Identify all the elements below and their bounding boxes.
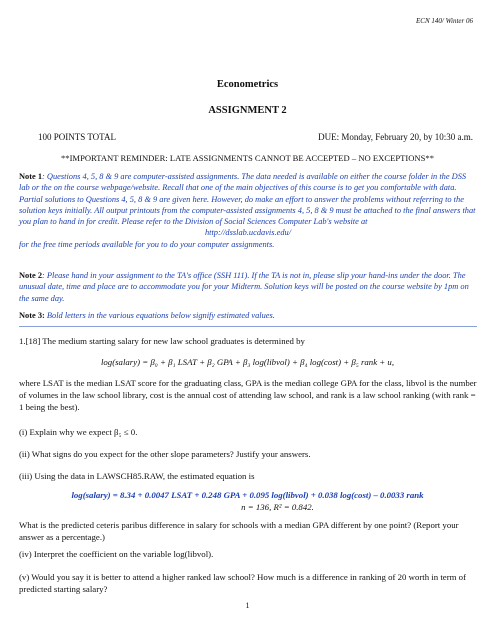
due-date: DUE: Monday, February 20, by 10:30 a.m.	[318, 132, 473, 142]
question-1-where: where LSAT is the median LSAT score for the graduating class, GPA is the median college GPA for the class, libvol is the number of volumes in the law school library, cost is the annual cost of attending law school, and rank is a law school ranking (with rank = 1 being the best).	[19, 378, 477, 412]
document-subtitle: ASSIGNMENT 2	[208, 105, 287, 116]
question-1-prediction: What is the predicted ceteris paribus difference in salary for schools with a median GPA different by one point? (Report your answer as a percentage.)	[19, 520, 459, 542]
divider	[19, 326, 477, 327]
question-1-intro: 1.[18] The medium starting salary for new law school graduates is determined by	[19, 336, 305, 346]
note-1-tail: for the free time periods available for you to do your computer assignments.	[19, 239, 275, 249]
note-2-text: : Please hand in your assignment to the TA's office (SSH 111). If the TA is not in, please slip your hand-ins under the door. The unusual date, time and place are to accommodate you for your Midterm. Solution keys will be posted on the course website by 1pm on the same day.	[19, 271, 469, 303]
note-1-label: Note 1	[19, 172, 43, 181]
estimated-lhs: log(salary)	[71, 490, 111, 500]
note-3-text: Bold letters in the various equations below signify estimated values.	[44, 311, 275, 320]
question-1-part-iii: (iii) Using the data in LAWSCH85.RAW, the estimated equation is	[19, 471, 255, 481]
question-1-part-v: (v) Would you say it is better to attend a higher ranked law school? How much is a difference in ranking of 20 worth in term of predicted starting salary?	[19, 572, 466, 594]
estimated-rhs: = 8.34 + 0.0047 LSAT + 0.248 GPA + 0.095 log(libvol) + 0.038 log(cost) – 0.0033 rank	[110, 490, 424, 500]
page-number: 1	[245, 601, 250, 610]
note-2-label: Note 2	[19, 271, 43, 280]
course-header: ECN 140/ Winter 06	[416, 17, 473, 25]
late-reminder: **IMPORTANT REMINDER: LATE ASSIGNMENTS CANNOT BE ACCEPTED – NO EXCEPTIONS**	[60, 153, 435, 163]
question-1-part-ii: (ii) What signs do you expect for the other slope parameters? Justify your answers.	[19, 449, 311, 459]
points-total: 100 POINTS TOTAL	[38, 132, 116, 142]
question-1-part-i: (i) Explain why we expect β₅ ≤ 0.	[19, 427, 138, 437]
note-3-label: Note 3:	[19, 311, 45, 320]
question-1-model-equation: log(salary) = β₀ + β₁ LSAT + β₂ GPA + β₃ log(libvol) + β₄ log(cost) + β₅ rank + u,	[100, 357, 395, 367]
note-3	[19, 310, 477, 321]
note-1-url[interactable]: http://dsslab.ucdavis.edu/	[204, 228, 292, 238]
note-1-text: : Questions 4, 5, 8 & 9 are computer-assisted assignments. The data needed is available on either the course folder in the DSS lab or the on the course webpage/website. Recall that one of the main objectives of this course is to get you comfortable with data. Partial solutions to Questions 4, 5, 8 & 9 are given here. However, do make an effort to answer the problems without referring to the solution keys initially. All output printouts from the computer-assisted assignments 4, 5, 8 & 9 must be attached to the final answers that you plan to hand in for credit. Please refer to the Division of Social Sciences Computer Lab's website at	[19, 172, 476, 226]
question-1-estimated-equation	[0, 490, 495, 502]
document-title: Econometrics	[216, 79, 279, 90]
note-2	[19, 270, 477, 304]
question-1-part-iv: (iv) Interpret the coefficient on the variable log(libvol).	[19, 549, 214, 559]
question-1-stats: n = 136, R² = 0.842.	[241, 502, 314, 512]
note-1	[19, 171, 477, 250]
